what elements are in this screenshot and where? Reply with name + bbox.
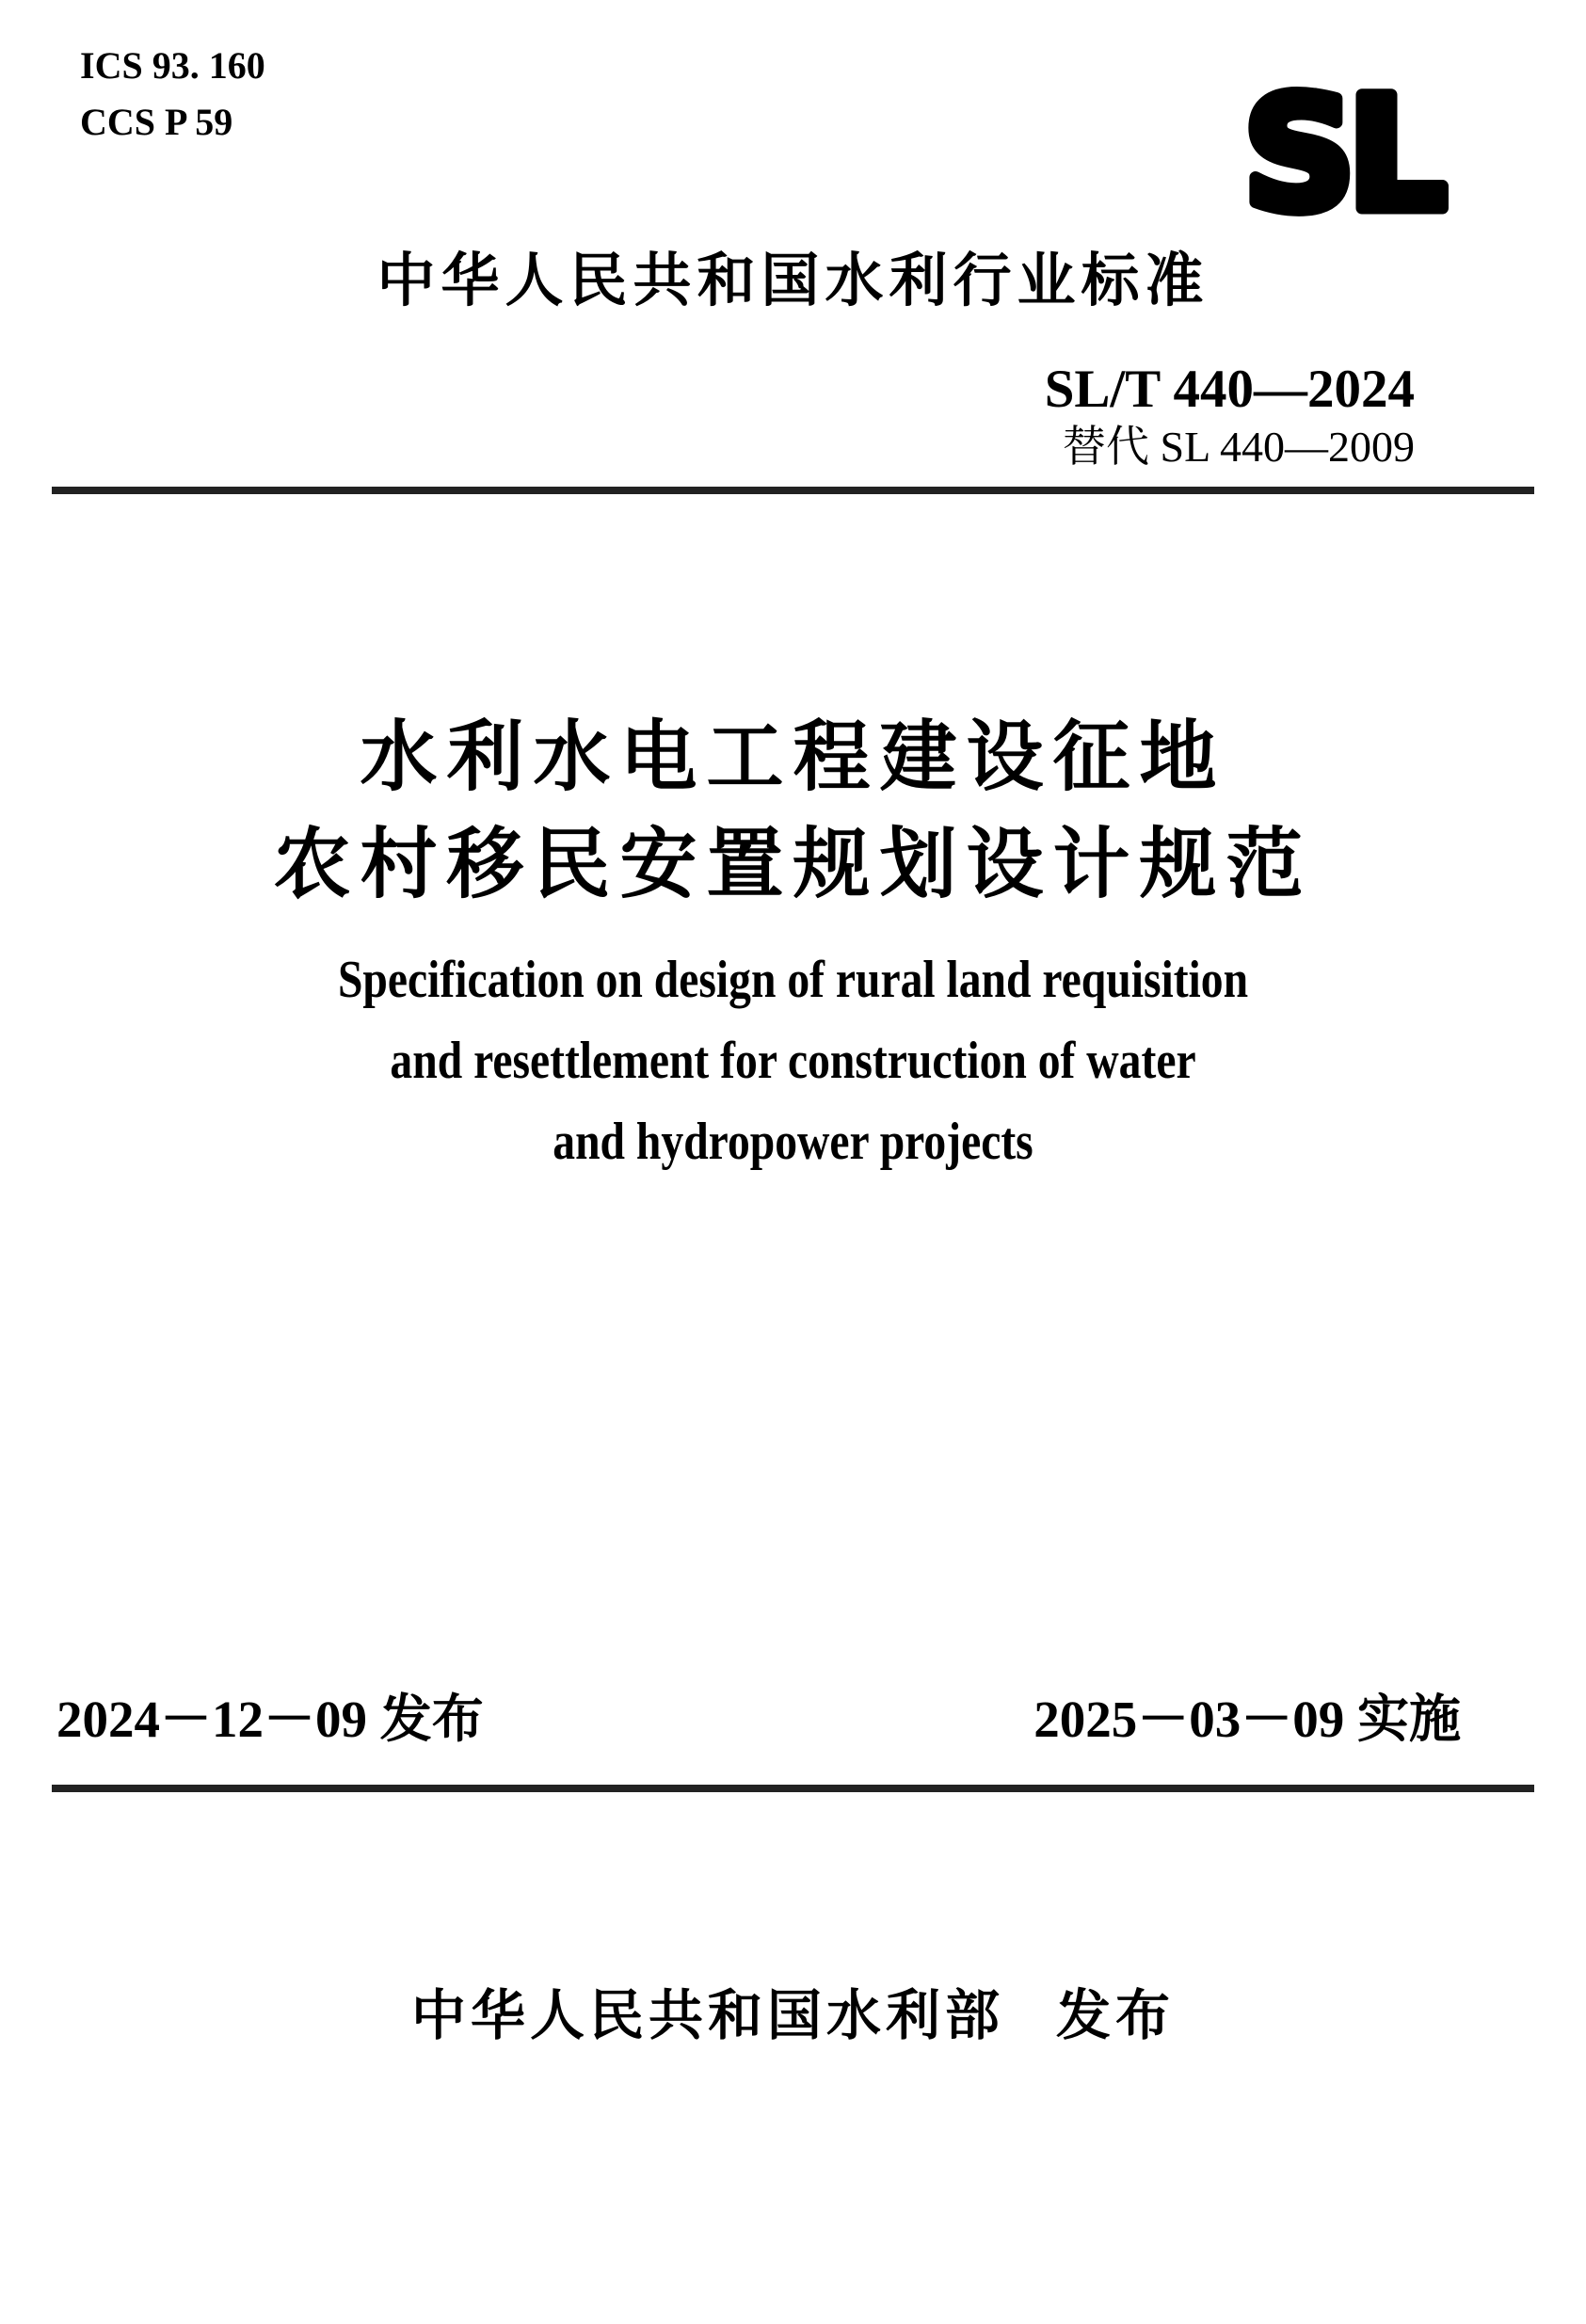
main-title-en-line2: and resettlement for construction of water bbox=[390, 1032, 1196, 1090]
publisher-name: 中华人民共和国水利部 bbox=[410, 1985, 1004, 2046]
standard-number-block bbox=[1045, 360, 1415, 473]
sl-logo bbox=[1214, 64, 1468, 245]
sl-logo-graphic bbox=[1214, 64, 1468, 245]
replaced-standard-note: 替代 SL 440—2009 bbox=[1063, 423, 1415, 471]
standard-number: SL/T 440—2024 bbox=[1044, 360, 1415, 419]
main-title-cn-line2: 农村移民安置规划设计规范 bbox=[273, 822, 1313, 907]
issue-date: 2024－12－09 发布 bbox=[56, 1691, 484, 1748]
publisher-row bbox=[0, 1986, 1586, 2046]
implementation-date: 2025－03－09 实施 bbox=[1033, 1691, 1461, 1748]
sl-logo-text: SL bbox=[1243, 64, 1439, 245]
main-title-en-line1: Specification on design of rural land requisition bbox=[337, 951, 1249, 1009]
ccs-code: CCS P 59 bbox=[80, 101, 233, 143]
publish-action-label: 发布 bbox=[1056, 1985, 1176, 2046]
main-title-english bbox=[0, 939, 1586, 1182]
top-divider-line bbox=[52, 487, 1534, 494]
main-title-en-line3: and hydropower projects bbox=[553, 1113, 1033, 1171]
classification-codes bbox=[80, 41, 265, 147]
bottom-divider-line bbox=[52, 1785, 1534, 1792]
dates-row bbox=[0, 1691, 1586, 1749]
ics-code: ICS 93. 160 bbox=[80, 44, 265, 87]
standard-category-title: 中华人民共和国水利行业标准 bbox=[376, 248, 1210, 313]
main-title-cn-line1: 水利水电工程建设征地 bbox=[360, 714, 1226, 800]
main-title-chinese bbox=[0, 704, 1586, 919]
